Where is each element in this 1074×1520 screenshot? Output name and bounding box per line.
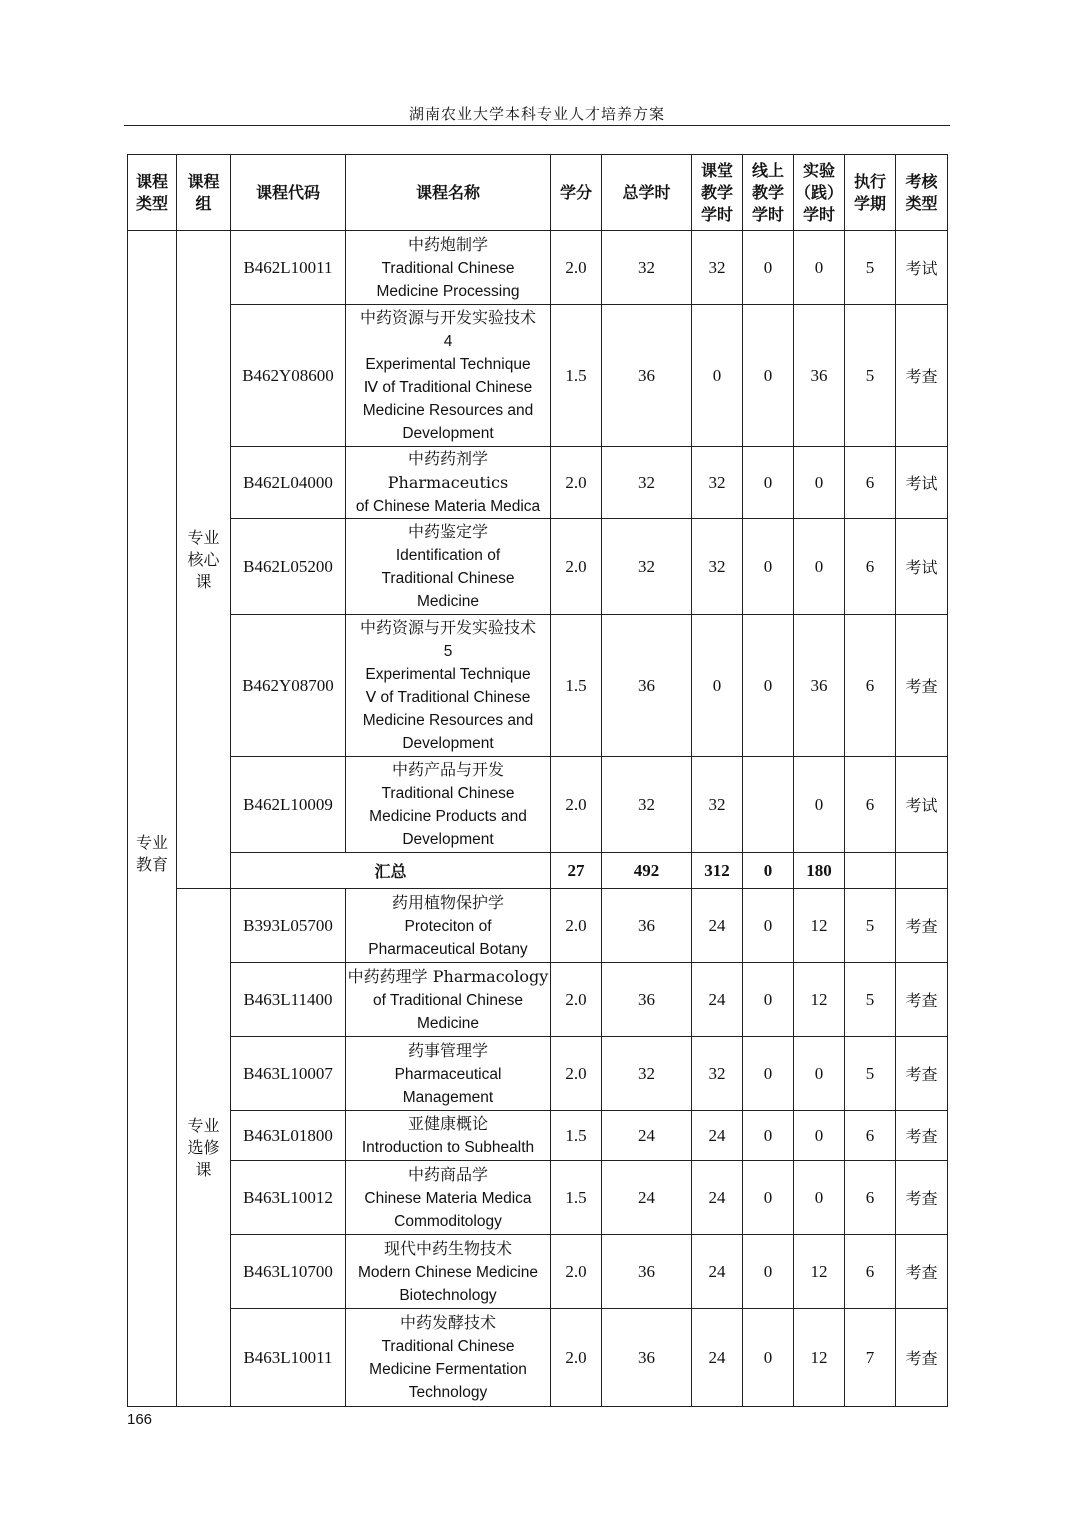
class-hours-cell: 32 <box>692 519 743 615</box>
total-hours-cell: 32 <box>602 447 692 519</box>
course-code: B462L10011 <box>231 231 346 305</box>
course-name <box>346 447 551 519</box>
column-header <box>794 155 845 231</box>
column-header-line: （践） <box>794 182 843 202</box>
column-header-line: 学时 <box>802 204 835 224</box>
total-hours-cell: 36 <box>602 1309 692 1407</box>
course-name <box>346 1037 551 1111</box>
course-name-line: Introduction to Subhealth <box>361 1139 535 1156</box>
term-cell: 5 <box>845 231 896 305</box>
column-header-line: 课程名称 <box>415 182 480 202</box>
course-name-line: 中药产品与开发 <box>391 760 504 779</box>
course-name <box>346 615 551 757</box>
lab-hours-cell: 0 <box>794 1111 845 1161</box>
course-name <box>346 1235 551 1309</box>
course-name-line: 中药鉴定学 <box>407 522 488 541</box>
exam-type-cell: 考查 <box>896 1111 948 1161</box>
term-cell: 5 <box>845 889 896 963</box>
class-hours-cell: 24 <box>692 1161 743 1235</box>
course-name-line: Biotechnology <box>399 1286 497 1304</box>
summary-exam-empty <box>896 853 948 889</box>
course-name-line: of Chinese Materia Medica <box>355 498 541 515</box>
class-hours-cell: 24 <box>692 889 743 963</box>
total-hours-cell: 24 <box>602 1161 692 1235</box>
lab-hours-cell: 0 <box>794 1161 845 1235</box>
course-name-line: 中药资源与开发实验技术 <box>359 618 536 637</box>
course-name <box>346 231 551 305</box>
course-name-line: Traditional Chinese <box>381 785 515 802</box>
exam-type-cell: 考查 <box>896 305 948 447</box>
table-row <box>128 519 948 615</box>
course-name-line: Technology <box>408 1384 488 1401</box>
total-hours-cell: 32 <box>602 519 692 615</box>
class-hours-cell: 24 <box>692 963 743 1037</box>
online-hours-cell <box>743 757 794 853</box>
column-header-line: 教学 <box>751 182 784 202</box>
exam-type-cell: 考试 <box>896 447 948 519</box>
term-cell: 6 <box>845 1161 896 1235</box>
online-hours-cell: 0 <box>743 1235 794 1309</box>
term-cell: 6 <box>845 1111 896 1161</box>
lab-hours-cell: 12 <box>794 1235 845 1309</box>
summary-total-hours: 492 <box>602 853 692 889</box>
column-header-line: 课程 <box>135 171 168 191</box>
table-row <box>128 447 948 519</box>
course-group-cell <box>177 889 231 1407</box>
term-cell: 6 <box>845 757 896 853</box>
online-hours-cell: 0 <box>743 305 794 447</box>
exam-type-cell: 考试 <box>896 757 948 853</box>
course-name-line: Pharmaceutical <box>394 1065 502 1083</box>
credit-cell: 2.0 <box>551 1037 602 1111</box>
course-category-line: 专业 <box>135 832 168 852</box>
online-hours-cell: 0 <box>743 1309 794 1407</box>
term-cell: 6 <box>845 615 896 757</box>
summary-credit: 27 <box>551 853 602 889</box>
course-code: B463L01800 <box>231 1111 346 1161</box>
column-header-line: 学时 <box>700 204 733 224</box>
summary-label: 汇总 <box>231 853 551 889</box>
course-name-line: 中药资源与开发实验技术 <box>359 308 536 327</box>
course-name <box>346 963 551 1037</box>
page-number: 166 <box>127 1411 153 1428</box>
total-hours-cell: 32 <box>602 231 692 305</box>
term-cell: 6 <box>845 519 896 615</box>
column-header <box>692 155 743 231</box>
course-name-line: Traditional Chinese <box>381 1338 515 1355</box>
summary-row <box>128 853 948 889</box>
course-code: B463L11400 <box>231 963 346 1037</box>
course-code: B463L10012 <box>231 1161 346 1235</box>
credit-cell: 2.0 <box>551 963 602 1037</box>
course-name <box>346 519 551 615</box>
course-name-line: Medicine <box>416 1014 480 1032</box>
column-header <box>845 155 896 231</box>
term-cell: 6 <box>845 447 896 519</box>
online-hours-cell: 0 <box>743 1161 794 1235</box>
course-name-line: Ⅳ of Traditional Chinese <box>363 379 533 396</box>
course-name-line: Traditional Chinese <box>381 259 515 277</box>
course-name-line: Medicine <box>416 593 480 610</box>
course-name-line: Ⅴ of Traditional Chinese <box>365 689 531 706</box>
column-header-line: 课程 <box>187 171 220 191</box>
course-name-line: Medicine Resources and <box>362 402 534 419</box>
class-hours-cell: 24 <box>692 1309 743 1407</box>
total-hours-cell: 36 <box>602 305 692 447</box>
course-code: B462L05200 <box>231 519 346 615</box>
exam-type-cell: 考查 <box>896 1161 948 1235</box>
table-row <box>128 1111 948 1161</box>
course-name-line: of Traditional Chinese <box>373 991 523 1009</box>
lab-hours-cell: 0 <box>794 447 845 519</box>
summary-lab-hours: 180 <box>794 853 845 889</box>
course-name-line: Commoditology <box>394 1212 502 1230</box>
course-name-line: 中药商品学 <box>407 1164 488 1184</box>
table-row <box>128 615 948 757</box>
course-code: B463L10700 <box>231 1235 346 1309</box>
course-name-line: 中药炮制学 <box>407 234 488 254</box>
column-header-line: 教学 <box>700 182 733 202</box>
header-rule <box>124 125 950 126</box>
class-hours-cell: 0 <box>692 305 743 447</box>
course-name-line: Medicine Processing <box>376 282 520 300</box>
credit-cell: 2.0 <box>551 1235 602 1309</box>
credit-cell: 1.5 <box>551 1111 602 1161</box>
lab-hours-cell: 12 <box>794 889 845 963</box>
online-hours-cell: 0 <box>743 447 794 519</box>
exam-type-cell: 考试 <box>896 519 948 615</box>
credit-cell: 2.0 <box>551 889 602 963</box>
course-group-cell <box>177 231 231 889</box>
course-name <box>346 1161 551 1235</box>
class-hours-cell: 32 <box>692 447 743 519</box>
lab-hours-cell: 12 <box>794 963 845 1037</box>
credit-cell: 1.5 <box>551 1161 602 1235</box>
online-hours-cell: 0 <box>743 519 794 615</box>
column-header <box>551 155 602 231</box>
course-name-line: Proteciton of <box>404 917 492 935</box>
course-name-line: 中药药理学 Pharmacology <box>347 966 549 986</box>
exam-type-cell: 考查 <box>896 963 948 1037</box>
course-code: B462L04000 <box>231 447 346 519</box>
course-group-line: 专业 <box>187 527 220 547</box>
table-header-row <box>128 155 948 231</box>
course-group-line: 专业 <box>187 1115 220 1135</box>
online-hours-cell: 0 <box>743 1111 794 1161</box>
column-header-line: 类型 <box>135 193 168 213</box>
course-name <box>346 889 551 963</box>
term-cell: 6 <box>845 1235 896 1309</box>
course-name-line: Development <box>402 425 494 442</box>
class-hours-cell: 0 <box>692 615 743 757</box>
term-cell: 5 <box>845 963 896 1037</box>
course-name-line: Traditional Chinese <box>381 570 515 587</box>
online-hours-cell: 0 <box>743 231 794 305</box>
course-name-line: Experimental Technique <box>365 356 531 373</box>
class-hours-cell: 32 <box>692 757 743 853</box>
lab-hours-cell: 36 <box>794 615 845 757</box>
lab-hours-cell: 0 <box>794 231 845 305</box>
total-hours-cell: 36 <box>602 615 692 757</box>
course-name-line: Medicine Fermentation <box>369 1361 527 1378</box>
column-header-line: 组 <box>195 193 212 213</box>
course-name-line: 5 <box>443 643 453 660</box>
table-row <box>128 1309 948 1407</box>
course-name-line: Chinese Materia Medica <box>364 1189 532 1207</box>
column-header <box>128 155 177 231</box>
column-header-line: 线上 <box>751 160 784 180</box>
lab-hours-cell: 0 <box>794 519 845 615</box>
course-name-line: Medicine Resources and <box>362 712 534 729</box>
lab-hours-cell: 0 <box>794 757 845 853</box>
course-group-line: 选修 <box>187 1137 220 1157</box>
course-name-line: 亚健康概论 <box>407 1114 488 1133</box>
column-header-line: 类型 <box>905 193 938 213</box>
column-header-line: 实验 <box>802 160 835 180</box>
course-name-line: Modern Chinese Medicine <box>357 1263 539 1281</box>
total-hours-cell: 32 <box>602 1037 692 1111</box>
column-header-line: 课堂 <box>700 160 733 180</box>
class-hours-cell: 32 <box>692 231 743 305</box>
table-row <box>128 757 948 853</box>
exam-type-cell: 考查 <box>896 1235 948 1309</box>
summary-term-empty <box>845 853 896 889</box>
course-name <box>346 305 551 447</box>
term-cell: 7 <box>845 1309 896 1407</box>
course-group-line: 核心 <box>187 549 220 569</box>
column-header <box>346 155 551 231</box>
lab-hours-cell: 12 <box>794 1309 845 1407</box>
term-cell: 5 <box>845 1037 896 1111</box>
online-hours-cell: 0 <box>743 615 794 757</box>
total-hours-cell: 36 <box>602 1235 692 1309</box>
course-table <box>127 154 948 1407</box>
course-group-line: 课 <box>195 1159 212 1179</box>
lab-hours-cell: 0 <box>794 1037 845 1111</box>
course-name-line: 药用植物保护学 <box>391 892 504 912</box>
column-header-line: 学期 <box>853 193 886 213</box>
class-hours-cell: 24 <box>692 1111 743 1161</box>
table-row <box>128 231 948 305</box>
table-row <box>128 1037 948 1111</box>
page-header-title: 湖南农业大学本科专业人才培养方案 <box>408 105 665 123</box>
course-name-line: 现代中药生物技术 <box>383 1238 512 1258</box>
exam-type-cell: 考查 <box>896 615 948 757</box>
course-code: B463L10007 <box>231 1037 346 1111</box>
table-row <box>128 1235 948 1309</box>
summary-class-hours: 312 <box>692 853 743 889</box>
table-row <box>128 305 948 447</box>
course-name-line: 4 <box>443 333 453 350</box>
credit-cell: 2.0 <box>551 519 602 615</box>
course-group-line: 课 <box>195 571 212 591</box>
exam-type-cell: 考试 <box>896 231 948 305</box>
column-header <box>743 155 794 231</box>
credit-cell: 2.0 <box>551 231 602 305</box>
total-hours-cell: 36 <box>602 963 692 1037</box>
course-code: B462L10009 <box>231 757 346 853</box>
course-name-line: Development <box>402 831 494 848</box>
lab-hours-cell: 36 <box>794 305 845 447</box>
total-hours-cell: 32 <box>602 757 692 853</box>
table-row <box>128 889 948 963</box>
class-hours-cell: 24 <box>692 1235 743 1309</box>
course-name-line: 中药发酵技术 <box>399 1313 496 1332</box>
online-hours-cell: 0 <box>743 1037 794 1111</box>
course-name-line: Development <box>402 735 494 752</box>
summary-online-hours: 0 <box>743 853 794 889</box>
column-header <box>231 155 346 231</box>
credit-cell: 1.5 <box>551 305 602 447</box>
course-code: B463L10011 <box>231 1309 346 1407</box>
online-hours-cell: 0 <box>743 963 794 1037</box>
course-name <box>346 757 551 853</box>
column-header-line: 学分 <box>559 182 592 202</box>
course-name <box>346 1111 551 1161</box>
exam-type-cell: 考查 <box>896 1309 948 1407</box>
column-header-line: 课程代码 <box>255 182 320 202</box>
term-cell: 5 <box>845 305 896 447</box>
course-name <box>346 1309 551 1407</box>
credit-cell: 2.0 <box>551 757 602 853</box>
class-hours-cell: 32 <box>692 1037 743 1111</box>
course-name-line: Identification of <box>395 547 501 564</box>
column-header-line: 学时 <box>751 204 784 224</box>
online-hours-cell: 0 <box>743 889 794 963</box>
column-header-line: 执行 <box>853 171 886 191</box>
column-header <box>177 155 231 231</box>
table-row <box>128 1161 948 1235</box>
course-name-line: Medicine Products and <box>369 808 527 825</box>
course-category-line: 教育 <box>135 854 168 874</box>
course-code: B393L05700 <box>231 889 346 963</box>
exam-type-cell: 考查 <box>896 889 948 963</box>
table-row <box>128 963 948 1037</box>
course-name-line: 中药药剂学 Pharmaceutics <box>387 449 509 492</box>
column-header-line: 考核 <box>905 171 938 191</box>
course-name-line: Pharmaceutical Botany <box>368 940 528 958</box>
course-name-line: Management <box>402 1088 494 1106</box>
course-code: B462Y08600 <box>231 305 346 447</box>
course-name-line: 药事管理学 <box>407 1040 488 1060</box>
total-hours-cell: 36 <box>602 889 692 963</box>
credit-cell: 2.0 <box>551 447 602 519</box>
credit-cell: 1.5 <box>551 615 602 757</box>
column-header <box>896 155 948 231</box>
course-code: B462Y08700 <box>231 615 346 757</box>
credit-cell: 2.0 <box>551 1309 602 1407</box>
course-name-line: Experimental Technique <box>365 666 531 683</box>
column-header <box>602 155 692 231</box>
exam-type-cell: 考查 <box>896 1037 948 1111</box>
total-hours-cell: 24 <box>602 1111 692 1161</box>
column-header-line: 总学时 <box>622 182 671 202</box>
course-category-cell <box>128 231 177 1407</box>
